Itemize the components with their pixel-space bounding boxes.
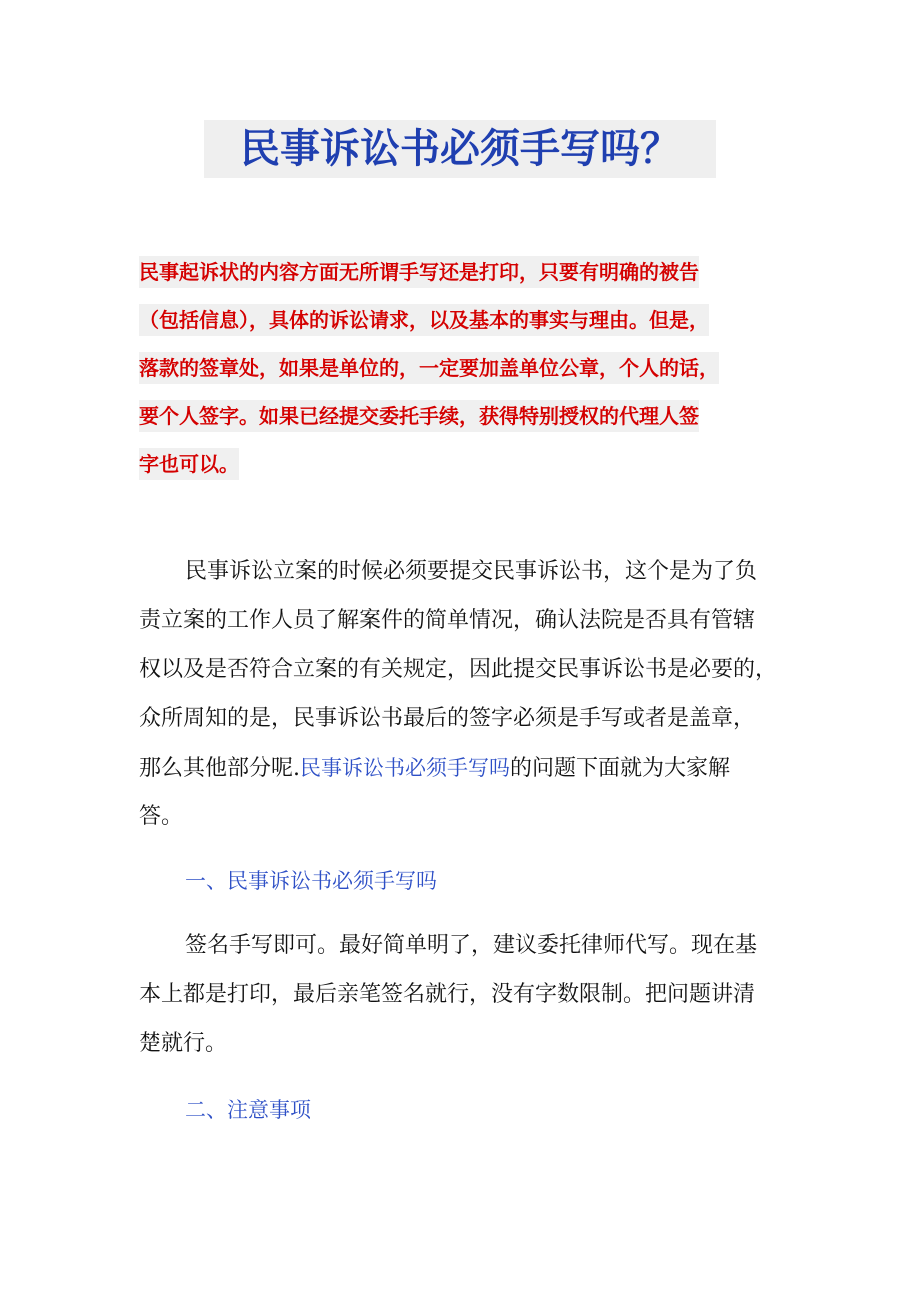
lead-line-text: 要个人签字。如果已经提交委托手续，获得特别授权的代理人签 (139, 400, 699, 432)
lead-line-text: 字也可以。 (139, 448, 239, 480)
lead-line-text: 民事起诉状的内容方面无所谓手写还是打印，只要有明确的被告 (139, 256, 699, 288)
article-title-link[interactable]: 民事诉讼书必须手写吗 (300, 756, 510, 780)
intro-line: 民事诉讼立案的时候必须要提交民事诉讼书，这个是为了负 (185, 559, 758, 584)
lead-line (139, 348, 789, 396)
intro-text-before-link: 那么其他部分呢. (139, 756, 300, 781)
lead-line (139, 444, 789, 492)
page-title: 民事诉讼书必须手写吗？ (240, 126, 680, 172)
section-heading-2: 二、注意事项 (185, 1098, 311, 1122)
lead-line (139, 300, 789, 348)
intro-line: 权以及是否符合立案的有关规定，因此提交民事诉讼书是必要的， (139, 657, 778, 682)
intro-paragraph (139, 550, 791, 844)
intro-line-with-link (139, 746, 791, 795)
intro-line: 责立案的工作人员了解案件的简单情况，确认法院是否具有管辖 (139, 608, 756, 633)
lead-line (139, 252, 789, 300)
section-heading-1: 一、民事诉讼书必须手写吗 (185, 869, 437, 893)
intro-line: 众所周知的是，民事诉讼书最后的签字必须是手写或者是盖章， (139, 706, 756, 731)
intro-line: 答。 (139, 804, 184, 829)
lead-line-text: 落款的签章处，如果是单位的，一定要加盖单位公章，个人的话， (139, 352, 719, 384)
section1-line: 本上都是打印，最后亲笔签名就行，没有字数限制。把问题讲清 (139, 982, 756, 1007)
lead-summary (139, 252, 789, 492)
lead-line (139, 396, 789, 444)
lead-line-text: （包括信息），具体的诉讼请求，以及基本的事实与理由。但是， (139, 304, 709, 336)
section1-line: 楚就行。 (139, 1031, 228, 1056)
section1-line: 签名手写即可。最好简单明了，建议委托律师代写。现在基 (185, 933, 758, 958)
section1-paragraph (139, 924, 791, 1071)
title-highlight (204, 120, 716, 178)
intro-text-after-link: 的问题下面就为大家解 (510, 756, 731, 781)
